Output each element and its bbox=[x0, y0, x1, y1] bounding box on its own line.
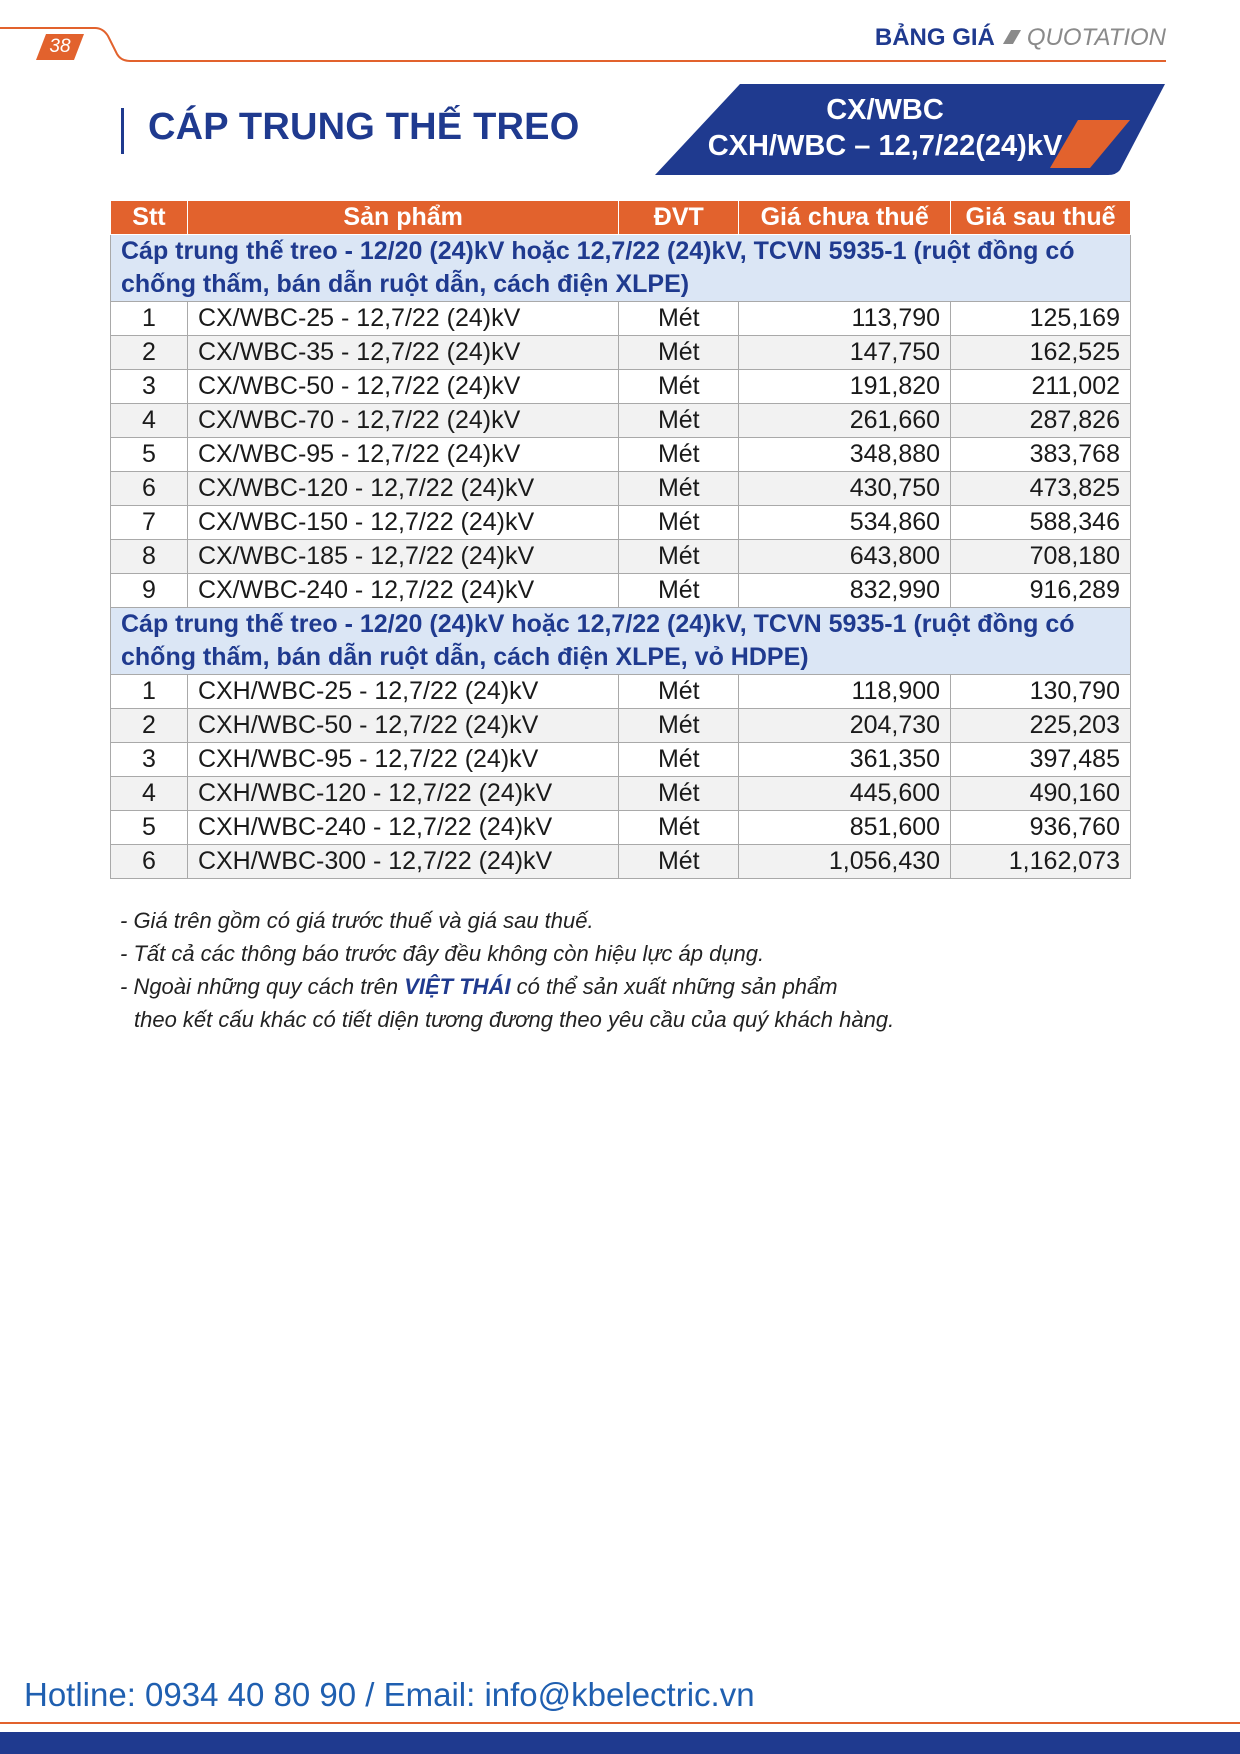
row-unit: Mét bbox=[619, 370, 739, 404]
row-product: CXH/WBC-300 - 12,7/22 (24)kV bbox=[187, 845, 618, 879]
row-unit: Mét bbox=[619, 438, 739, 472]
row-unit: Mét bbox=[619, 302, 739, 336]
row-unit: Mét bbox=[619, 709, 739, 743]
row-price-before-tax: 534,860 bbox=[739, 506, 951, 540]
group-title: Cáp trung thế treo - 12/20 (24)kV hoặc 12,7/22 (24)kV, TCVN 5935-1 (ruột đồng có chống thấm, bán dẫn ruột dẫn, cách điện XLPE, vỏ HDPE) bbox=[111, 608, 1131, 675]
page-title: CÁP TRUNG THẾ TREO bbox=[148, 106, 580, 148]
note-text: có thể sản xuất những sản phẩm bbox=[510, 974, 838, 999]
row-product: CX/WBC-70 - 12,7/22 (24)kV bbox=[187, 404, 618, 438]
row-price-after-tax: 916,289 bbox=[951, 574, 1131, 608]
row-product: CX/WBC-150 - 12,7/22 (24)kV bbox=[187, 506, 618, 540]
table-row bbox=[111, 777, 1131, 811]
row-unit: Mét bbox=[619, 506, 739, 540]
col-header-stt: Stt bbox=[111, 201, 188, 235]
table-row bbox=[111, 845, 1131, 879]
row-price-after-tax: 708,180 bbox=[951, 540, 1131, 574]
row-stt: 6 bbox=[111, 845, 188, 879]
row-price-before-tax: 204,730 bbox=[739, 709, 951, 743]
row-stt: 1 bbox=[111, 675, 188, 709]
row-unit: Mét bbox=[619, 404, 739, 438]
table-row bbox=[111, 574, 1131, 608]
table-row bbox=[111, 370, 1131, 404]
table-header-row bbox=[111, 201, 1131, 235]
row-price-before-tax: 191,820 bbox=[739, 370, 951, 404]
table-body bbox=[111, 235, 1131, 879]
row-unit: Mét bbox=[619, 675, 739, 709]
row-price-after-tax: 936,760 bbox=[951, 811, 1131, 845]
note-text: - Ngoài những quy cách trên bbox=[120, 974, 405, 999]
table-row bbox=[111, 336, 1131, 370]
note-line: - Tất cả các thông báo trước đây đều không còn hiệu lực áp dụng. bbox=[120, 941, 765, 966]
row-stt: 9 bbox=[111, 574, 188, 608]
col-header-price-before-tax: Giá chưa thuế bbox=[739, 201, 951, 235]
row-stt: 5 bbox=[111, 811, 188, 845]
row-stt: 7 bbox=[111, 506, 188, 540]
row-product: CXH/WBC-120 - 12,7/22 (24)kV bbox=[187, 777, 618, 811]
row-price-after-tax: 211,002 bbox=[951, 370, 1131, 404]
row-stt: 1 bbox=[111, 302, 188, 336]
row-stt: 3 bbox=[111, 743, 188, 777]
row-price-after-tax: 383,768 bbox=[951, 438, 1131, 472]
row-price-after-tax: 287,826 bbox=[951, 404, 1131, 438]
table-row bbox=[111, 743, 1131, 777]
row-price-after-tax: 225,203 bbox=[951, 709, 1131, 743]
banner-line-2: CXH/WBC – 12,7/22(24)kV bbox=[707, 130, 1063, 162]
col-header-price-after-tax: Giá sau thuế bbox=[951, 201, 1131, 235]
row-stt: 3 bbox=[111, 370, 188, 404]
row-unit: Mét bbox=[619, 811, 739, 845]
row-product: CX/WBC-185 - 12,7/22 (24)kV bbox=[187, 540, 618, 574]
group-header-row bbox=[111, 608, 1131, 675]
row-unit: Mét bbox=[619, 777, 739, 811]
page-number: 38 bbox=[49, 36, 71, 57]
row-price-before-tax: 361,350 bbox=[739, 743, 951, 777]
row-unit: Mét bbox=[619, 574, 739, 608]
row-price-before-tax: 851,600 bbox=[739, 811, 951, 845]
row-stt: 4 bbox=[111, 777, 188, 811]
title-accent-bar bbox=[121, 108, 124, 154]
table-row bbox=[111, 302, 1131, 336]
row-price-before-tax: 430,750 bbox=[739, 472, 951, 506]
row-price-after-tax: 1,162,073 bbox=[951, 845, 1131, 879]
row-stt: 5 bbox=[111, 438, 188, 472]
footer-contact: Hotline: 0934 40 80 90 / Email: info@kbelectric.vn bbox=[24, 1676, 755, 1713]
footer-bar bbox=[0, 1732, 1240, 1754]
row-price-before-tax: 118,900 bbox=[739, 675, 951, 709]
row-price-after-tax: 473,825 bbox=[951, 472, 1131, 506]
col-header-unit: ĐVT bbox=[619, 201, 739, 235]
table-row bbox=[111, 675, 1131, 709]
row-price-after-tax: 130,790 bbox=[951, 675, 1131, 709]
table-row bbox=[111, 506, 1131, 540]
table-row bbox=[111, 811, 1131, 845]
row-stt: 2 bbox=[111, 709, 188, 743]
row-product: CX/WBC-25 - 12,7/22 (24)kV bbox=[187, 302, 618, 336]
row-price-after-tax: 588,346 bbox=[951, 506, 1131, 540]
row-product: CXH/WBC-25 - 12,7/22 (24)kV bbox=[187, 675, 618, 709]
table-row bbox=[111, 540, 1131, 574]
row-unit: Mét bbox=[619, 845, 739, 879]
row-product: CXH/WBC-95 - 12,7/22 (24)kV bbox=[187, 743, 618, 777]
header-label-secondary: QUOTATION bbox=[1026, 24, 1166, 51]
group-header-row bbox=[111, 235, 1131, 302]
row-unit: Mét bbox=[619, 472, 739, 506]
product-banner-text bbox=[690, 92, 1080, 164]
row-stt: 8 bbox=[111, 540, 188, 574]
row-product: CX/WBC-120 - 12,7/22 (24)kV bbox=[187, 472, 618, 506]
row-product: CX/WBC-95 - 12,7/22 (24)kV bbox=[187, 438, 618, 472]
header-label-primary: BẢNG GIÁ bbox=[874, 24, 995, 51]
footer-divider bbox=[0, 1722, 1240, 1724]
slash-icon bbox=[1003, 30, 1021, 44]
row-unit: Mét bbox=[619, 336, 739, 370]
note-line: theo kết cấu khác có tiết diện tương đương theo yêu cầu của quý khách hàng. bbox=[134, 1007, 895, 1032]
table-row bbox=[111, 709, 1131, 743]
header-label bbox=[875, 24, 1166, 52]
banner-line-1: CX/WBC bbox=[826, 94, 944, 126]
row-price-before-tax: 261,660 bbox=[739, 404, 951, 438]
note-line: - Giá trên gồm có giá trước thuế và giá sau thuế. bbox=[120, 908, 594, 933]
table-row bbox=[111, 472, 1131, 506]
row-product: CXH/WBC-240 - 12,7/22 (24)kV bbox=[187, 811, 618, 845]
row-price-before-tax: 113,790 bbox=[739, 302, 951, 336]
row-price-before-tax: 147,750 bbox=[739, 336, 951, 370]
col-header-product: Sản phẩm bbox=[187, 201, 618, 235]
row-price-before-tax: 445,600 bbox=[739, 777, 951, 811]
row-price-before-tax: 348,880 bbox=[739, 438, 951, 472]
note-line bbox=[120, 970, 894, 1003]
row-unit: Mét bbox=[619, 743, 739, 777]
row-stt: 6 bbox=[111, 472, 188, 506]
row-price-before-tax: 643,800 bbox=[739, 540, 951, 574]
notes bbox=[120, 904, 894, 1036]
row-price-after-tax: 162,525 bbox=[951, 336, 1131, 370]
group-title: Cáp trung thế treo - 12/20 (24)kV hoặc 12,7/22 (24)kV, TCVN 5935-1 (ruột đồng có chống thấm, bán dẫn ruột dẫn, cách điện XLPE) bbox=[111, 235, 1131, 302]
row-stt: 4 bbox=[111, 404, 188, 438]
row-price-before-tax: 1,056,430 bbox=[739, 845, 951, 879]
row-product: CX/WBC-35 - 12,7/22 (24)kV bbox=[187, 336, 618, 370]
row-price-after-tax: 397,485 bbox=[951, 743, 1131, 777]
table-row bbox=[111, 438, 1131, 472]
row-price-after-tax: 490,160 bbox=[951, 777, 1131, 811]
price-table bbox=[110, 200, 1131, 879]
row-product: CX/WBC-240 - 12,7/22 (24)kV bbox=[187, 574, 618, 608]
row-price-before-tax: 832,990 bbox=[739, 574, 951, 608]
row-unit: Mét bbox=[619, 540, 739, 574]
row-product: CX/WBC-50 - 12,7/22 (24)kV bbox=[187, 370, 618, 404]
table-row bbox=[111, 404, 1131, 438]
row-stt: 2 bbox=[111, 336, 188, 370]
brand-name: VIỆT THÁI bbox=[404, 974, 511, 999]
row-price-after-tax: 125,169 bbox=[951, 302, 1131, 336]
row-product: CXH/WBC-50 - 12,7/22 (24)kV bbox=[187, 709, 618, 743]
